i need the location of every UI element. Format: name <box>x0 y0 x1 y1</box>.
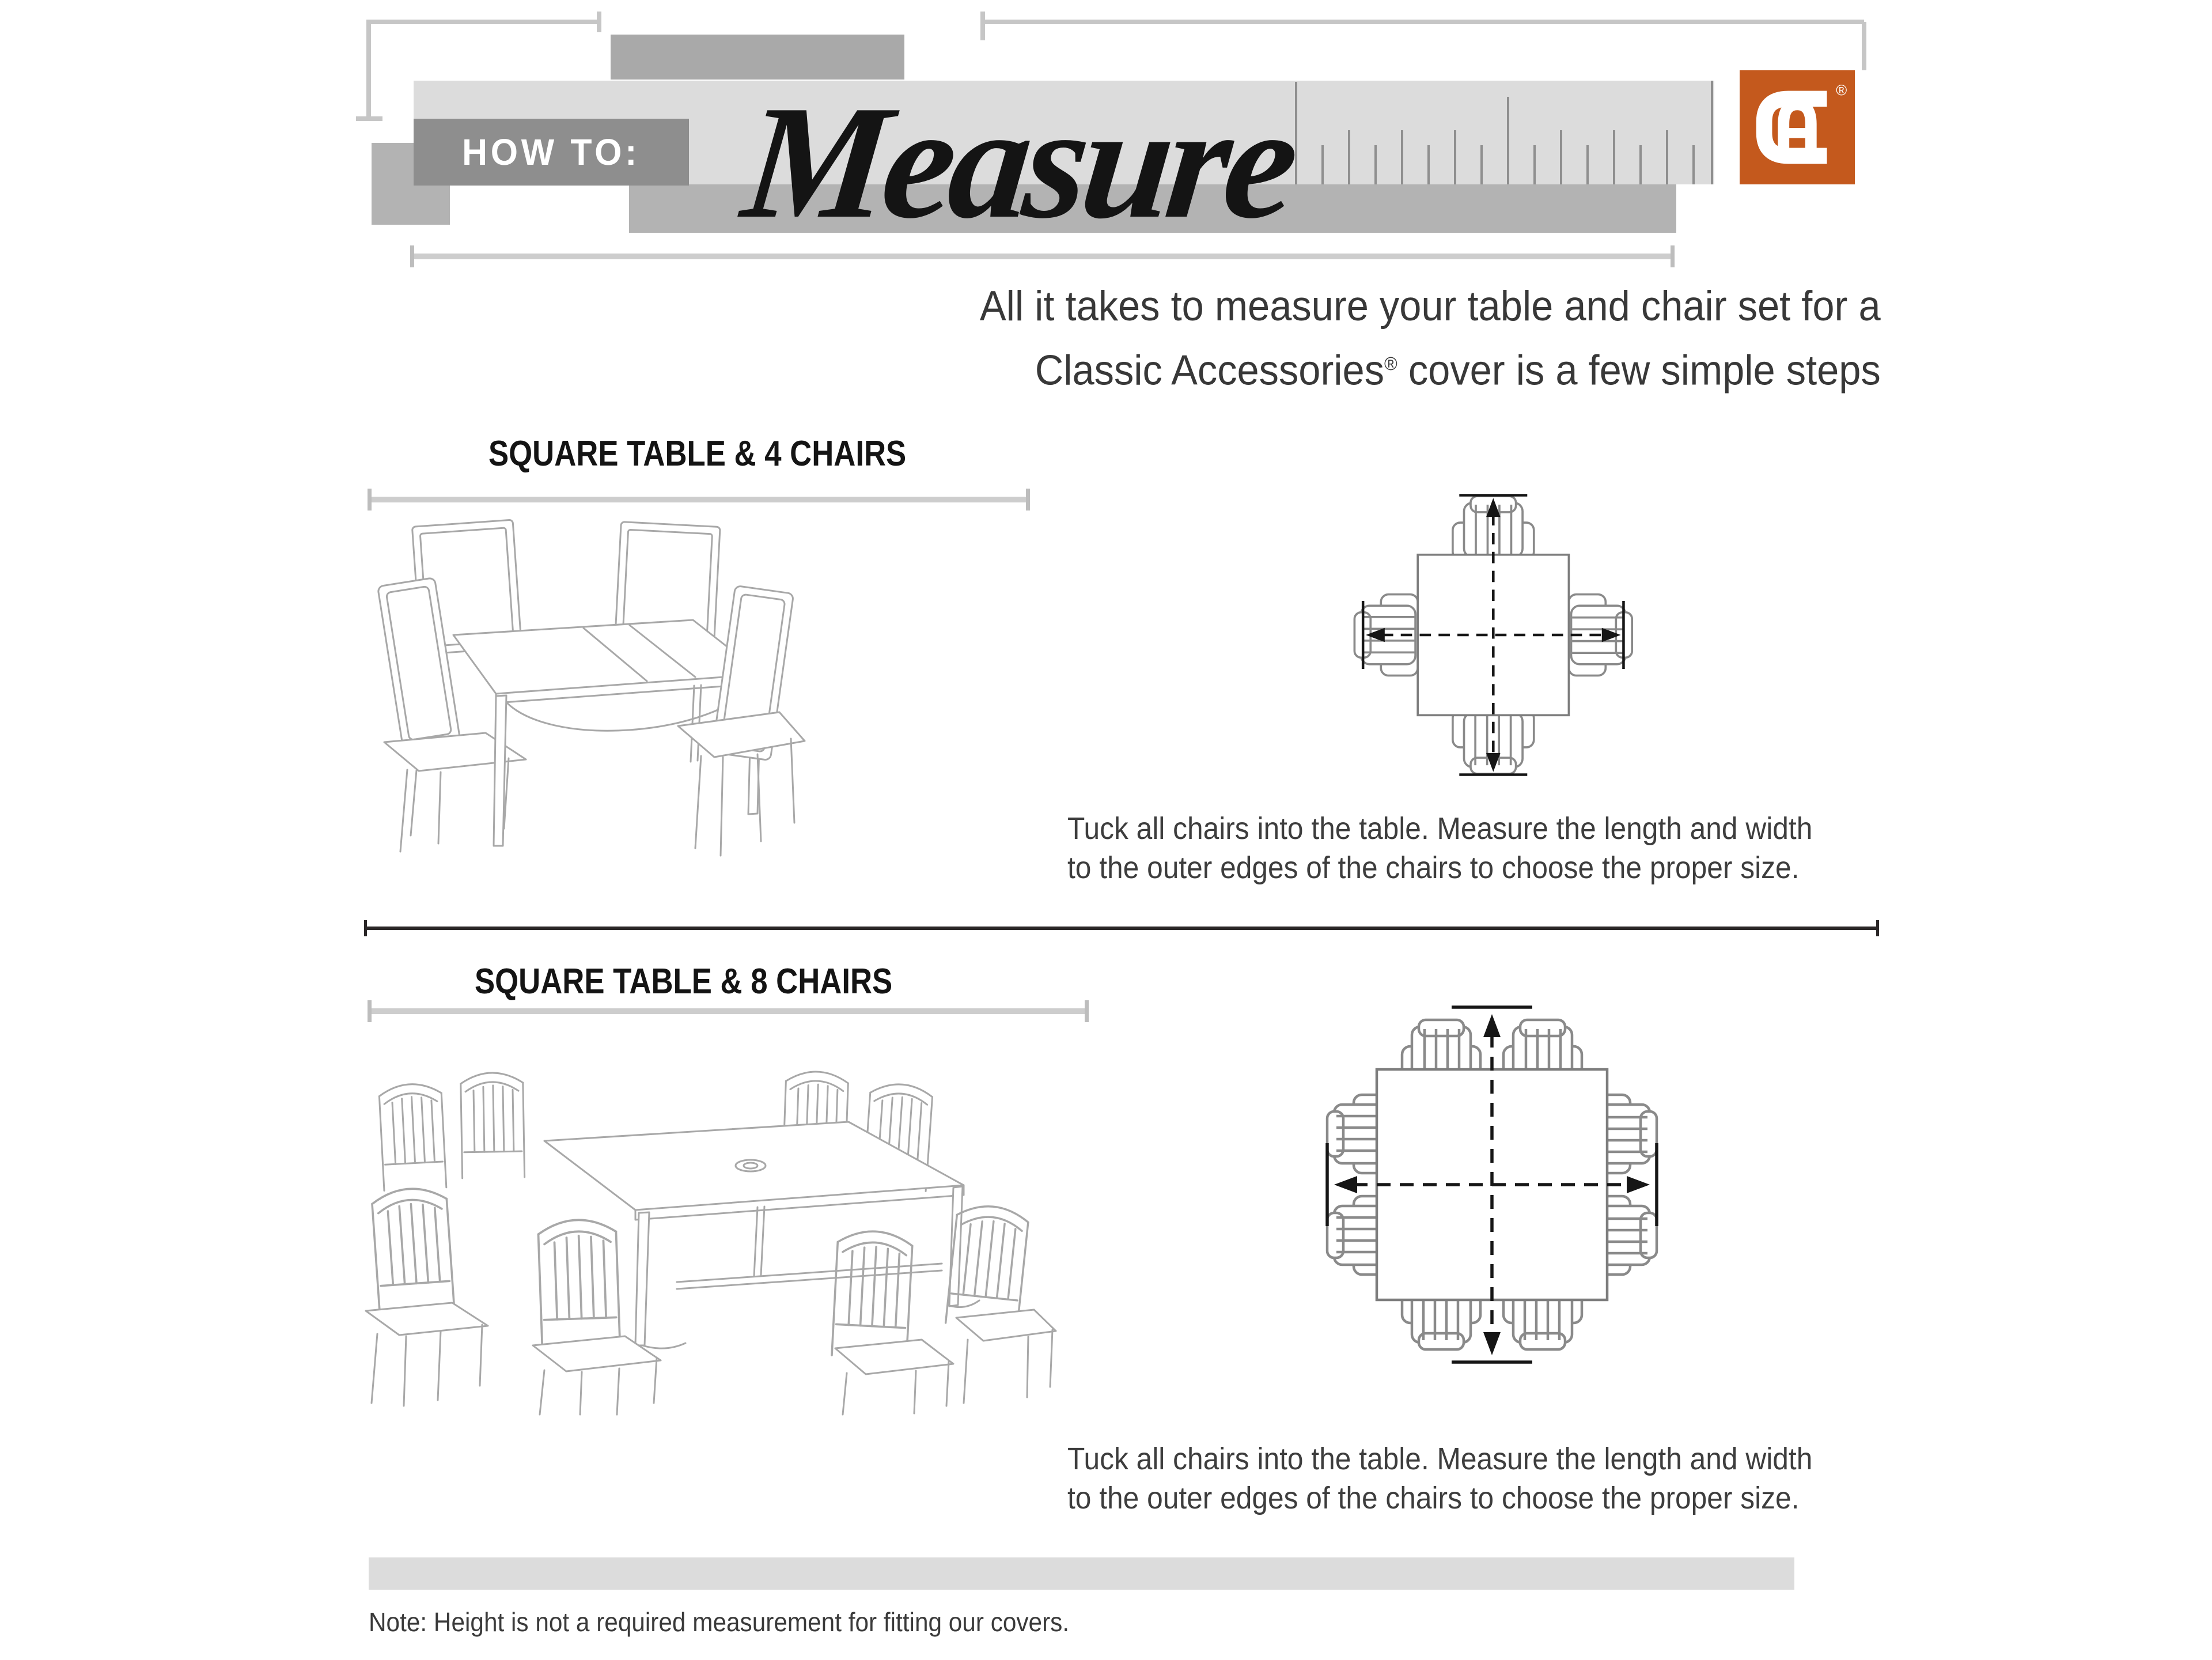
page-title: Measure <box>736 72 1301 252</box>
section-2-caption: Tuck all chairs into the table. Measure the length and width to the outer edges of the chairs to choose the proper size. <box>1067 1442 1813 1515</box>
dimension-end-tick <box>1026 489 1030 511</box>
section-1-caption: Tuck all chairs into the table. Measure the length and width to the outer edges of the chairs to choose the proper size. <box>1067 811 1813 885</box>
intro-text <box>714 278 1881 399</box>
intro-line-2: Classic Accessories® cover is a few simple steps <box>1035 347 1881 394</box>
dimension-end-tick <box>1085 1000 1089 1022</box>
section-2-dimension-line <box>368 1008 1089 1014</box>
registered-mark: ® <box>1836 82 1847 99</box>
measure-diagram-4-chairs <box>1347 489 1649 781</box>
section-divider <box>364 927 1879 930</box>
back-chair <box>378 1083 446 1190</box>
intro-line-1: All it takes to measure your table and chair set for a <box>980 283 1881 330</box>
dimension-end-tick <box>410 245 414 267</box>
divider-end-tick <box>1876 920 1879 936</box>
section-2-title: SQUARE TABLE & 8 CHAIRS <box>475 962 893 1001</box>
kicker-label: HOW TO: <box>462 131 641 173</box>
section-1-dimension-line <box>368 497 1030 502</box>
ruler-ticks <box>1290 81 1717 184</box>
ca-monogram-icon <box>1740 70 1855 184</box>
measure-diagram-8-chairs <box>1308 989 1699 1392</box>
back-chair <box>460 1072 524 1178</box>
footer-bar <box>369 1557 1794 1590</box>
classic-accessories-logo <box>1740 70 1855 184</box>
front-left-chair <box>366 1186 488 1406</box>
section-1-title: SQUARE TABLE & 4 CHAIRS <box>488 434 907 474</box>
registered-superscript: ® <box>1384 353 1398 374</box>
table <box>544 1122 979 1348</box>
far-right-chair <box>946 1203 1056 1403</box>
front-right-chair <box>832 1230 953 1415</box>
dimension-end-tick <box>1671 245 1675 267</box>
table-4-chairs-sketch <box>354 513 809 864</box>
divider-end-tick <box>364 920 367 936</box>
kicker-box <box>414 119 689 186</box>
table-8-chairs-sketch <box>354 1034 1057 1417</box>
footer-note: Note: Height is not a required measurement for fitting our covers. <box>369 1607 1070 1637</box>
dimension-end-tick <box>368 1000 372 1022</box>
dimension-end-tick <box>368 489 372 511</box>
